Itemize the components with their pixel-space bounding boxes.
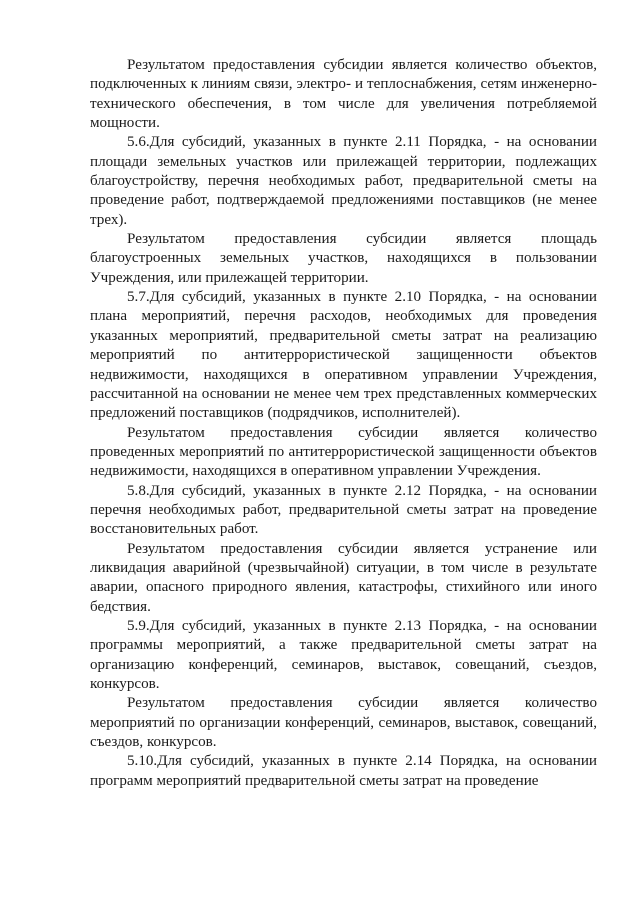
paragraph-subsidy-result-emergency: Результатом предоставления субсидии является устранение или ликвидация аварийной (чрезвычайной) ситуации, в том числе в результате аварии, опасного природного явления, катастрофы, стихийного или иного бедствия.: [90, 540, 597, 615]
document-page: [90, 56, 597, 791]
paragraph-5-10: 5.10.Для субсидий, указанных в пункте 2.14 Порядка, на основании программ мероприятий предварительной сметы затрат на проведение: [90, 753, 597, 789]
paragraph-subsidy-result-conferences: Результатом предоставления субсидии является количество мероприятий по организации конференций, семинаров, выставок, совещаний, съездов, конкурсов.: [90, 695, 597, 751]
paragraph-5-6: 5.6.Для субсидий, указанных в пункте 2.11 Порядка, - на основании площади земельных участков или прилежащей территории, подлежащих благоустройству, перечня необходимых работ, предварительной сметы на проведение работ, подтверждаемой предложениями поставщиков (не менее трех).: [90, 134, 597, 228]
paragraph-subsidy-result-landscaping: Результатом предоставления субсидии является площадь благоустроенных земельных участков, находящихся в пользовании Учреждения, или прилежащей территории.: [90, 231, 597, 286]
paragraph-subsidy-result-antiterror: Результатом предоставления субсидии является количество проведенных мероприятий по антитеррористической защищенности объектов недвижимости, находящихся в оперативном управлении Учреждения.: [90, 424, 597, 480]
paragraph-5-7: 5.7.Для субсидий, указанных в пункте 2.10 Порядка, - на основании плана мероприятий, перечня расходов, необходимых для проведения указанных мероприятий, предварительной сметы затрат на реализацию мероприятий по антитеррористической защищенности объектов недвижимости, находящихся в оперативном управлении Учреждения, рассчитанной на основании не менее чем трех представленных коммерческих предложений поставщиков (подрядчиков, исполнителей).: [90, 289, 597, 422]
paragraph-5-8: 5.8.Для субсидий, указанных в пункте 2.12 Порядка, - на основании перечня необходимых работ, предварительной сметы затрат на проведение восстановительных работ.: [90, 482, 597, 538]
paragraph-subsidy-result-connections: Результатом предоставления субсидии является количество объектов, подключенных к линиям связи, электро- и теплоснабжения, сетям инженерно-технического обеспечения, в том числе для увеличения потребляемой мощности.: [90, 57, 597, 132]
paragraph-5-9: 5.9.Для субсидий, указанных в пункте 2.13 Порядка, - на основании программы мероприятий, а также предварительной сметы затрат на организацию конференций, семинаров, выставок, совещаний, съездов, конкурсов.: [90, 617, 597, 692]
